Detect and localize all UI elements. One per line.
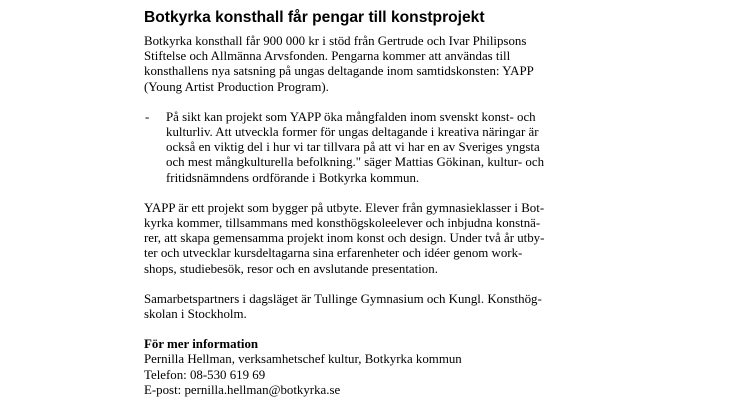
text-line: shops, studiebesök, resor och en avslutande presentation. [144,261,438,276]
quote-block [144,110,614,186]
project-paragraph [144,201,614,277]
page-title: Botkyrka konsthall får pengar till konstprojekt [144,9,485,26]
press-release [144,0,614,398]
partners-paragraph [144,292,614,322]
text-line: kulturliv. Att utveckla former för ungas deltagande i kreativa näringar är [166,125,539,140]
contact-phone: Telefon: 08-530 619 69 [144,367,266,382]
text-line: också en viktig del i hur vi tar tillvara på att vi har en av Sveriges yngsta [166,140,540,155]
text-line: och mest mångkulturella befolkning." säger Mattias Gökinan, kultur- och [166,155,545,170]
text-line: Samarbetspartners i dagsläget är Tullinge Gymnasium och Kungl. Konsthög- [144,291,542,306]
text-line: fritidsnämndens ordförande i Botkyrka kommun. [166,170,420,185]
contact-heading: För mer information [144,337,259,352]
text-line: På sikt kan projekt som YAPP öka mångfalden inom svenskt konst- och [166,109,536,124]
text-line: skolan i Stockholm. [144,307,247,322]
text-line: konsthallens nya satsning på ungas deltagande inom samtidskonsten: YAPP [144,64,534,79]
text-line: kyrka kommer, tillsammans med konsthögskoleelever och inbjudna konstnä- [144,216,541,231]
text-line: Botkyrka konsthall får 900 000 kr i stöd från Gertrude och Ivar Philipsons [144,34,527,48]
text-line: rer, att skapa gemensamma projekt inom konst och design. Under två år utby- [144,231,545,246]
contact-block [144,337,614,398]
contact-name: Pernilla Hellman, verksamhetschef kultur, Botkyrka kommun [144,352,462,367]
text-line: Stiftelse och Allmänna Arvsfonden. Pengarna kommer att användas till [144,49,511,64]
text-line: YAPP är ett projekt som bygger på utbyte. Elever från gymnasieklasser i Bot- [144,200,545,215]
text-line: ter och utvecklar kursdeltagarna sina erfarenheter och idéer genom work- [144,246,523,261]
contact-email[interactable]: E-post: pernilla.hellman@botkyrka.se [144,382,341,397]
intro-paragraph [144,34,614,95]
list-dash: - [145,109,150,124]
text-line: (Young Artist Production Program). [144,79,329,94]
